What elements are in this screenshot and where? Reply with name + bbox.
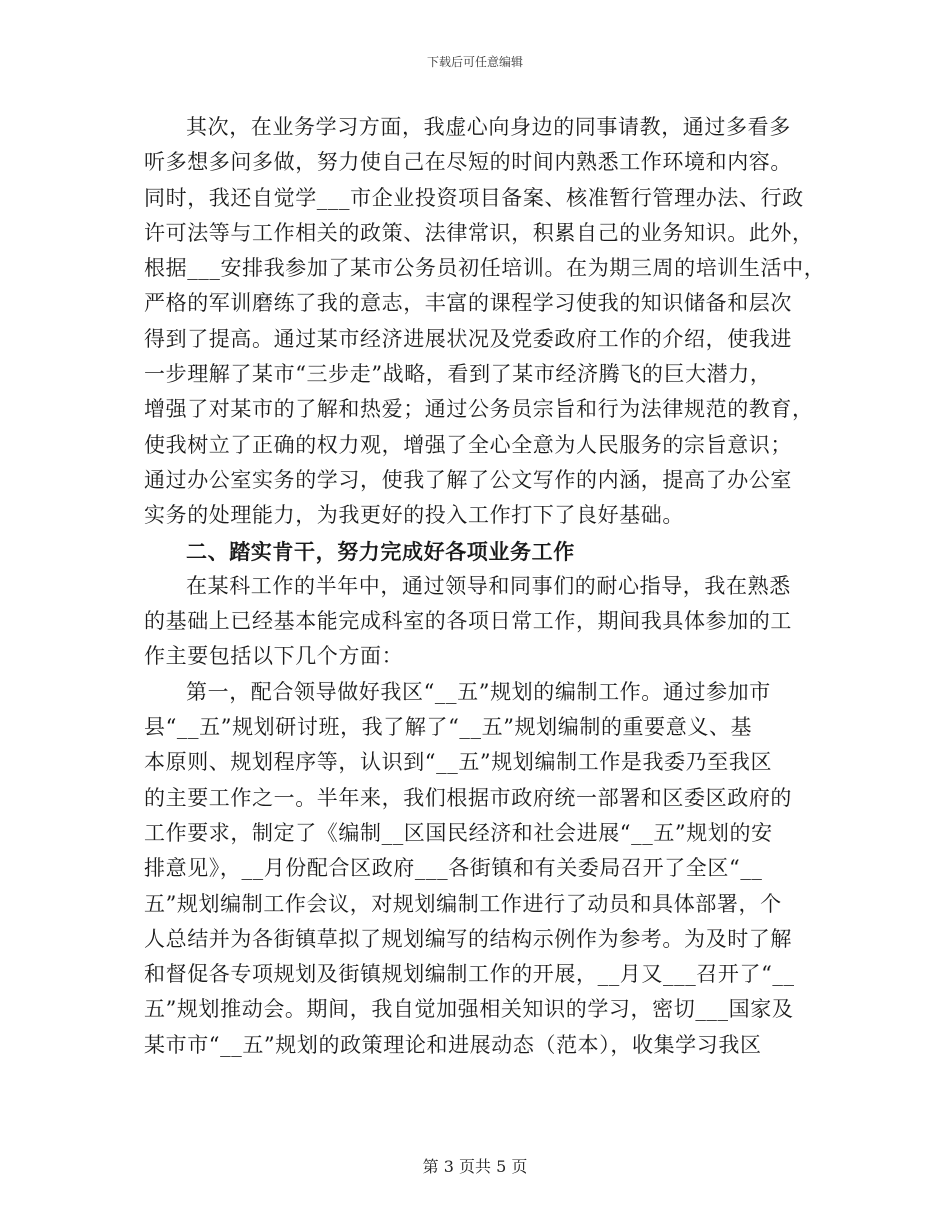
paragraph-line: 通过办公室实务的学习，使我了解了公文写作的内涵，提高了办公室: [144, 467, 792, 492]
paragraph-line: 第一，配合领导做好我区“__五”规划的编制工作。通过参加市: [186, 679, 771, 704]
paragraph-line: 人总结并为各街镇草拟了规划编写的结构示例作为参考。为及时了解: [144, 926, 792, 951]
page-header: 下载后可任意编辑: [426, 55, 523, 69]
section-heading: 二、踏实肯干，努力完成好各项业务工作: [186, 538, 575, 564]
paragraph-line: 许可法等与工作相关的政策、法律常识，积累自己的业务知识。此外，: [144, 220, 814, 245]
paragraph-line: 五”规划推动会。期间，我自觉加强相关知识的学习，密切___国家及: [144, 997, 794, 1022]
document-body: [144, 110, 826, 1063]
paragraph-line: 某市市“__五”规划的政策理论和进展动态（范本），收集学习我区: [144, 1032, 762, 1057]
paragraph-line: 工作要求，制定了《编制__区国民经济和社会进展“__五”规划的安: [144, 820, 773, 845]
paragraph-line: 根据___安排我参加了某市公务员初任培训。在为期三周的培训生活中，: [144, 256, 826, 281]
paragraph-line: 同时，我还自觉学___市企业投资项目备案、核准暂行管理办法、行政: [144, 185, 804, 210]
paragraph-line: 县“__五”规划研讨班，我了解了“__五”规划编制的重要意义、基: [144, 715, 753, 740]
paragraph-line: 其次，在业务学习方面，我虚心向身边的同事请教，通过多看多: [186, 115, 791, 139]
paragraph-line: 得到了提高。通过某市经济进展状况及党委政府工作的介绍，使我进: [144, 326, 792, 351]
paragraph-line: 的主要工作之一。半年来，我们根据市政府统一部署和区委区政府的: [144, 785, 792, 810]
paragraph-line: 五”规划编制工作会议，对规划编制工作进行了动员和具体部署，个: [144, 891, 782, 916]
paragraph-line: 排意见》，__月份配合区政府___各街镇和有关委局召开了全区“__: [144, 856, 763, 881]
paragraph-line: 严格的军训磨练了我的意志，丰富的课程学习使我的知识储备和层次: [144, 291, 792, 316]
paragraph-line: 增强了对某市的了解和热爱；通过公务员宗旨和行为法律规范的教育，: [144, 397, 814, 422]
page-number: 第 3 页共 5 页: [422, 1157, 528, 1176]
paragraph-line: 听多想多问多做，努力使自己在尽短的时间内熟悉工作环境和内容。: [144, 150, 792, 175]
paragraph-line: 和督促各专项规划及街镇规划编制工作的开展，__月又___召开了“__: [144, 962, 795, 987]
paragraph-line: 的基础上已经基本能完成科室的各项日常工作，期间我具体参加的工: [144, 609, 792, 634]
paragraph-line: 在某科工作的半年中，通过领导和同事们的耐心指导，我在熟悉: [186, 573, 791, 598]
paragraph-line: 实务的处理能力，为我更好的投入工作打下了良好基础。: [144, 503, 684, 528]
paragraph-line: 作主要包括以下几个方面：: [144, 644, 404, 669]
paragraph-line: 使我树立了正确的权力观，增强了全心全意为人民服务的宗旨意识；: [144, 432, 792, 457]
paragraph-line: 本原则、规划程序等，认识到“__五”规划编制工作是我委乃至我区: [144, 750, 773, 775]
paragraph-line: 一步理解了某市“三步走”战略，看到了某市经济腾飞的巨大潜力，: [144, 362, 772, 387]
